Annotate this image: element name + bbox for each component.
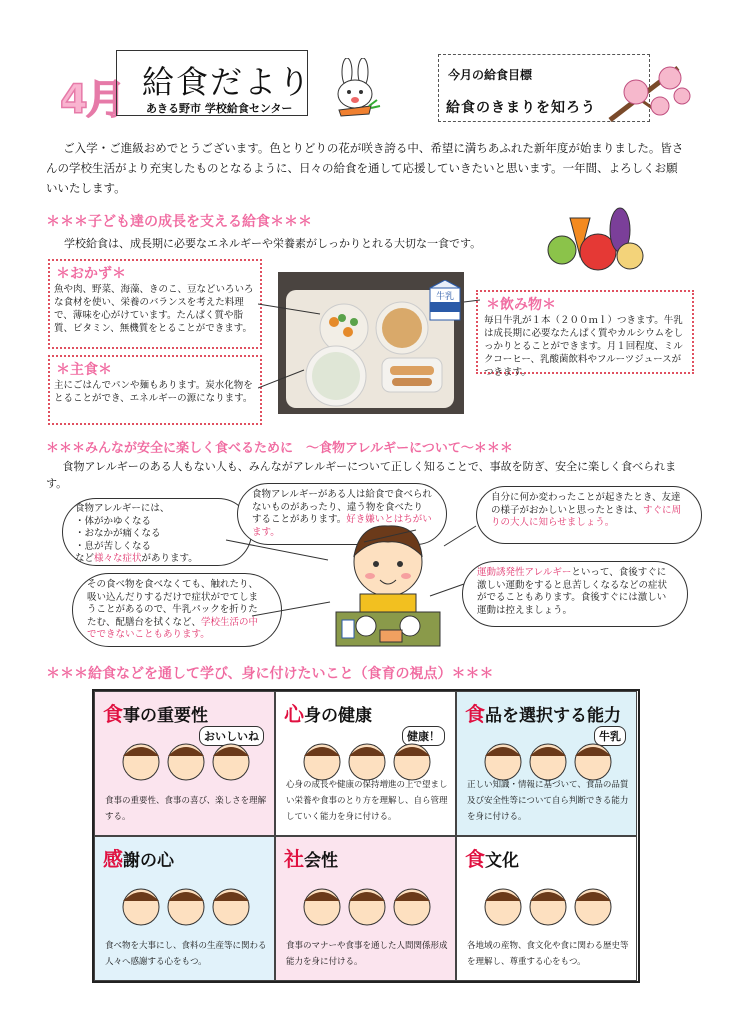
cell-title-first: 食: [465, 847, 485, 871]
cell-illustration: [111, 736, 261, 786]
section-lead-allergy: 食物アレルギーのある人もない人も、みんながアレルギーについて正しく知ることで、事故を防ぎ、安全に楽しく食べられます。: [46, 460, 677, 490]
symptom-pre: など: [75, 553, 95, 564]
bubble-contact-text: その食べ物を食べなくても、触れたり、吸い込んだりするだけで症状がでてしまうことがあるので、牛乳パックを折りたたむ、配膳台を拭くなど、: [87, 579, 259, 628]
food-education-grid: [92, 689, 640, 983]
cell-title: [284, 843, 338, 872]
food-education-cell: [456, 836, 637, 981]
cell-description: 食べ物を大事にし、食料の生産等に関わる人々へ感謝する心をもつ。: [105, 941, 267, 967]
food-education-cell: [275, 691, 456, 836]
section-heading-growth: ＊＊＊子ども達の成長を支える給食＊＊＊: [46, 214, 312, 230]
monthly-goal-text: 給食のきまりを知ろう: [446, 100, 596, 116]
bubble-exercise: [462, 561, 688, 627]
cell-description: 各地域の産物、食文化や食に関わる歴史等を理解し、尊重する心をもつ。: [467, 941, 629, 967]
cell-title-rest: 身の健康: [304, 706, 372, 726]
publisher-name: あきる野市 学校給食センター: [146, 102, 293, 115]
symptom-post: があります。: [141, 553, 198, 564]
cell-title-first: 食: [103, 702, 123, 726]
symptom-item: ・息が苦しくなる: [75, 540, 152, 552]
month-label: 4月: [60, 77, 124, 123]
section-lead-growth: 学校給食は、成長期に必要なエネルギーや栄養素がしっかりとれる大切な一食です。: [64, 237, 482, 250]
shushoku-text: 主にごはんでパンや麺もあります。炭水化物をとることができ、エネルギーの源になります。: [54, 380, 253, 404]
cell-title-rest: 品を選択する能力: [485, 706, 621, 726]
nomimono-box: [476, 290, 694, 378]
cell-title-rest: 文化: [485, 851, 519, 871]
cell-title-rest: 事の重要性: [123, 706, 208, 726]
cell-description: 心身の成長や健康の保持増進の上で望ましい栄養や食事のとり方を理解し、自ら管理していく能力を身に付ける。: [286, 780, 448, 822]
cell-title: [465, 698, 621, 727]
bubble-tell-adult-emphasis: すぐに周りの大人に知らせましょう。: [491, 504, 682, 528]
cell-title: [103, 698, 208, 727]
bubble-symptoms-intro: 食物アレルギーには、: [75, 503, 170, 514]
cell-illustration: [473, 881, 623, 931]
shushoku-box: [48, 355, 262, 425]
okazu-title: ＊おかず＊: [56, 266, 126, 282]
cell-title-first: 感: [103, 847, 123, 871]
bubble-tails: [220, 520, 480, 630]
intro-paragraph: ご入学・ご進級おめでとうございます。色とりどりの花が咲き誇る中、希望に満ちあふれた新年度が始まりました。皆さんの学校生活がより充実したものとなるように、日々の給食を通して応援していきたいと思います。一年間、よろしくお願いいたします。: [46, 141, 684, 195]
cell-title-rest: 謝の心: [123, 851, 174, 871]
cell-title-first: 社: [284, 847, 304, 871]
cell-title-first: 心: [284, 702, 304, 726]
vegetables-icon: [540, 200, 650, 280]
cell-extra-label: おいしいね: [199, 726, 264, 746]
cell-description: 食事の重要性、食事の喜び、楽しさを理解する。: [105, 796, 267, 822]
shushoku-title: ＊主食＊: [56, 362, 112, 378]
newsletter-title: 給食だより: [142, 63, 313, 101]
bubble-not-picky-emphasis: 好き嫌いとはちがいます。: [252, 514, 432, 538]
cherry-blossom-icon: [608, 62, 692, 122]
cell-title: [103, 843, 174, 872]
food-education-cell: [456, 691, 637, 836]
food-education-cell: [94, 836, 275, 981]
section-heading-allergy: ＊＊＊みんなが安全に楽しく食べるために ～食物アレルギーについて～＊＊＊: [46, 441, 513, 456]
section-heading-food-education: ＊＊＊給食などを通して学び、身に付けたいこと（食育の視点）＊＊＊: [46, 666, 494, 682]
food-education-cell: [275, 836, 456, 981]
cell-title: [284, 698, 372, 727]
symptom-item: ・体がかゆくなる: [75, 515, 152, 527]
nomimono-text: 毎日牛乳が１本（２００ｍｌ）つきます。牛乳は成長期に必要なたんぱく質やカルシウムをしっかりとることができます。月１回程度、ミルクコーヒー、乳酸菌飲料やフルーツジュースがつきます。: [484, 315, 684, 378]
nomimono-title: ＊飲み物＊: [486, 297, 556, 313]
connector-lines: [258, 290, 480, 400]
cell-description: 正しい知識・情報に基づいて、食品の品質及び安全性等について自ら判断できる能力を身に付ける。: [467, 780, 629, 822]
monthly-goal-label: 今月の給食目標: [448, 68, 533, 82]
cell-title-rest: 会性: [304, 851, 338, 871]
symptom-item: ・おなかが痛くなる: [75, 528, 161, 539]
okazu-text: 魚や肉、野菜、海藻、きのこ、豆などいろいろな食材を使い、栄養のバランスを考えた料理で、薄味を心がけています。たんぱく質や脂質、ビタミン、無機質をとることができます。: [54, 284, 254, 334]
cell-description: 食事のマナーや食事を通した人間関係形成能力を身に付ける。: [286, 941, 448, 967]
food-education-cell: [94, 691, 275, 836]
bubble-tell-adult: [476, 486, 702, 544]
bubble-not-picky-text: 食物アレルギーがある人は給食で食べられないものがあったり、違う物を食べたりすることがあります。: [252, 489, 432, 525]
cell-illustration: [292, 881, 442, 931]
bubble-exercise-text: といって、食後すぐに激しい運動をすると息苦しくなるなどの症状がでることもあります。食後すぐには激しい運動は控えましょう。: [477, 567, 668, 616]
cell-extra-label: 牛乳: [594, 726, 626, 746]
rabbit-icon: [325, 58, 385, 120]
cell-extra-label: 健康！: [402, 726, 445, 746]
cell-title: [465, 843, 519, 872]
cell-illustration: [111, 881, 261, 931]
milk-label: 牛乳: [435, 292, 455, 302]
symptom-emphasis: 様々な症状: [94, 553, 142, 564]
bubble-tell-adult-text: 自分に何か変わったことが起きたとき、友達の様子がおかしいと思ったときは、: [491, 492, 681, 516]
bubble-contact-emphasis: 学校生活の中でできないこともあります。: [87, 616, 259, 640]
okazu-box: [48, 259, 262, 349]
bubble-exercise-emphasis: 運動誘発性アレルギー: [477, 567, 572, 578]
cell-title-first: 食: [465, 702, 485, 726]
